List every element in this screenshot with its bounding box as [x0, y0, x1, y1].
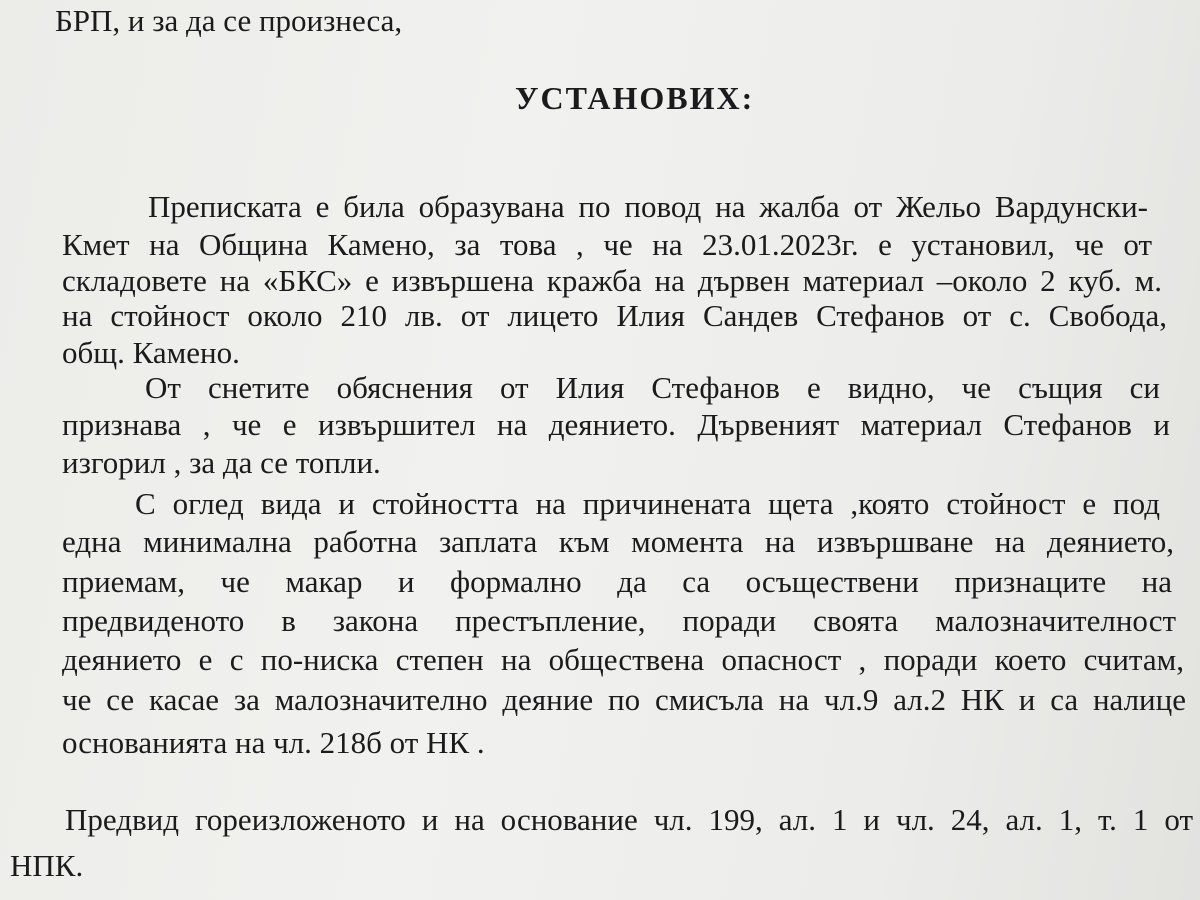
paragraph3-line: приемам, че макар и формално да са осъществени признаците на — [62, 564, 1172, 599]
section-heading: УСТАНОВИХ: — [515, 80, 755, 116]
paragraph1-line: Преписката е била образувана по повод на жалба от Жельо Вардунски- — [148, 189, 1148, 224]
paragraph1-line: на стойност около 210 лв. от лицето Илия Сандев Стефанов от с. Свобода, — [62, 298, 1167, 333]
paragraph4-line: Предвид гореизложеното и на основание чл. 199, ал. 1 и чл. 24, ал. 1, т. 1 от — [65, 802, 1193, 837]
paragraph3-line: основанията на чл. 218б от НК . — [62, 725, 485, 760]
paragraph1-line: Кмет на Община Камено, за това , че на 23.01.2023г. е установил, че от — [62, 227, 1152, 262]
paragraph4-line: НПК. — [10, 848, 84, 883]
paragraph3-line: деянието е с по-ниска степен на обществена опасност , поради което считам, — [62, 642, 1184, 677]
paragraph2-line: признава , че е извършител на деянието. Дървеният материал Стефанов и — [62, 407, 1170, 442]
paragraph2-line: изгорил , за да се топли. — [62, 445, 381, 480]
paragraph3-line: една минимална работна заплата към момента на извършване на деянието, — [62, 524, 1174, 559]
paragraph1-line: общ. Камено. — [62, 335, 240, 370]
paragraph3-line: предвиденото в закона престъпление, поради своята малозначителност — [62, 603, 1176, 638]
paragraph1-line: складовете на «БКС» е извършена кражба на дървен материал –около 2 куб. м. — [62, 263, 1162, 298]
paragraph2-line: От снетите обяснения от Илия Стефанов е видно, че същия си — [145, 370, 1160, 405]
top-line: БРП, и за да се произнеса, — [55, 3, 403, 38]
paragraph3-line: че се касае за малозначително деяние по смисъла на чл.9 ал.2 НК и са налице — [62, 682, 1186, 717]
paragraph3-line: С оглед вида и стойността на причинената щета ,която стойност е под — [135, 486, 1160, 521]
